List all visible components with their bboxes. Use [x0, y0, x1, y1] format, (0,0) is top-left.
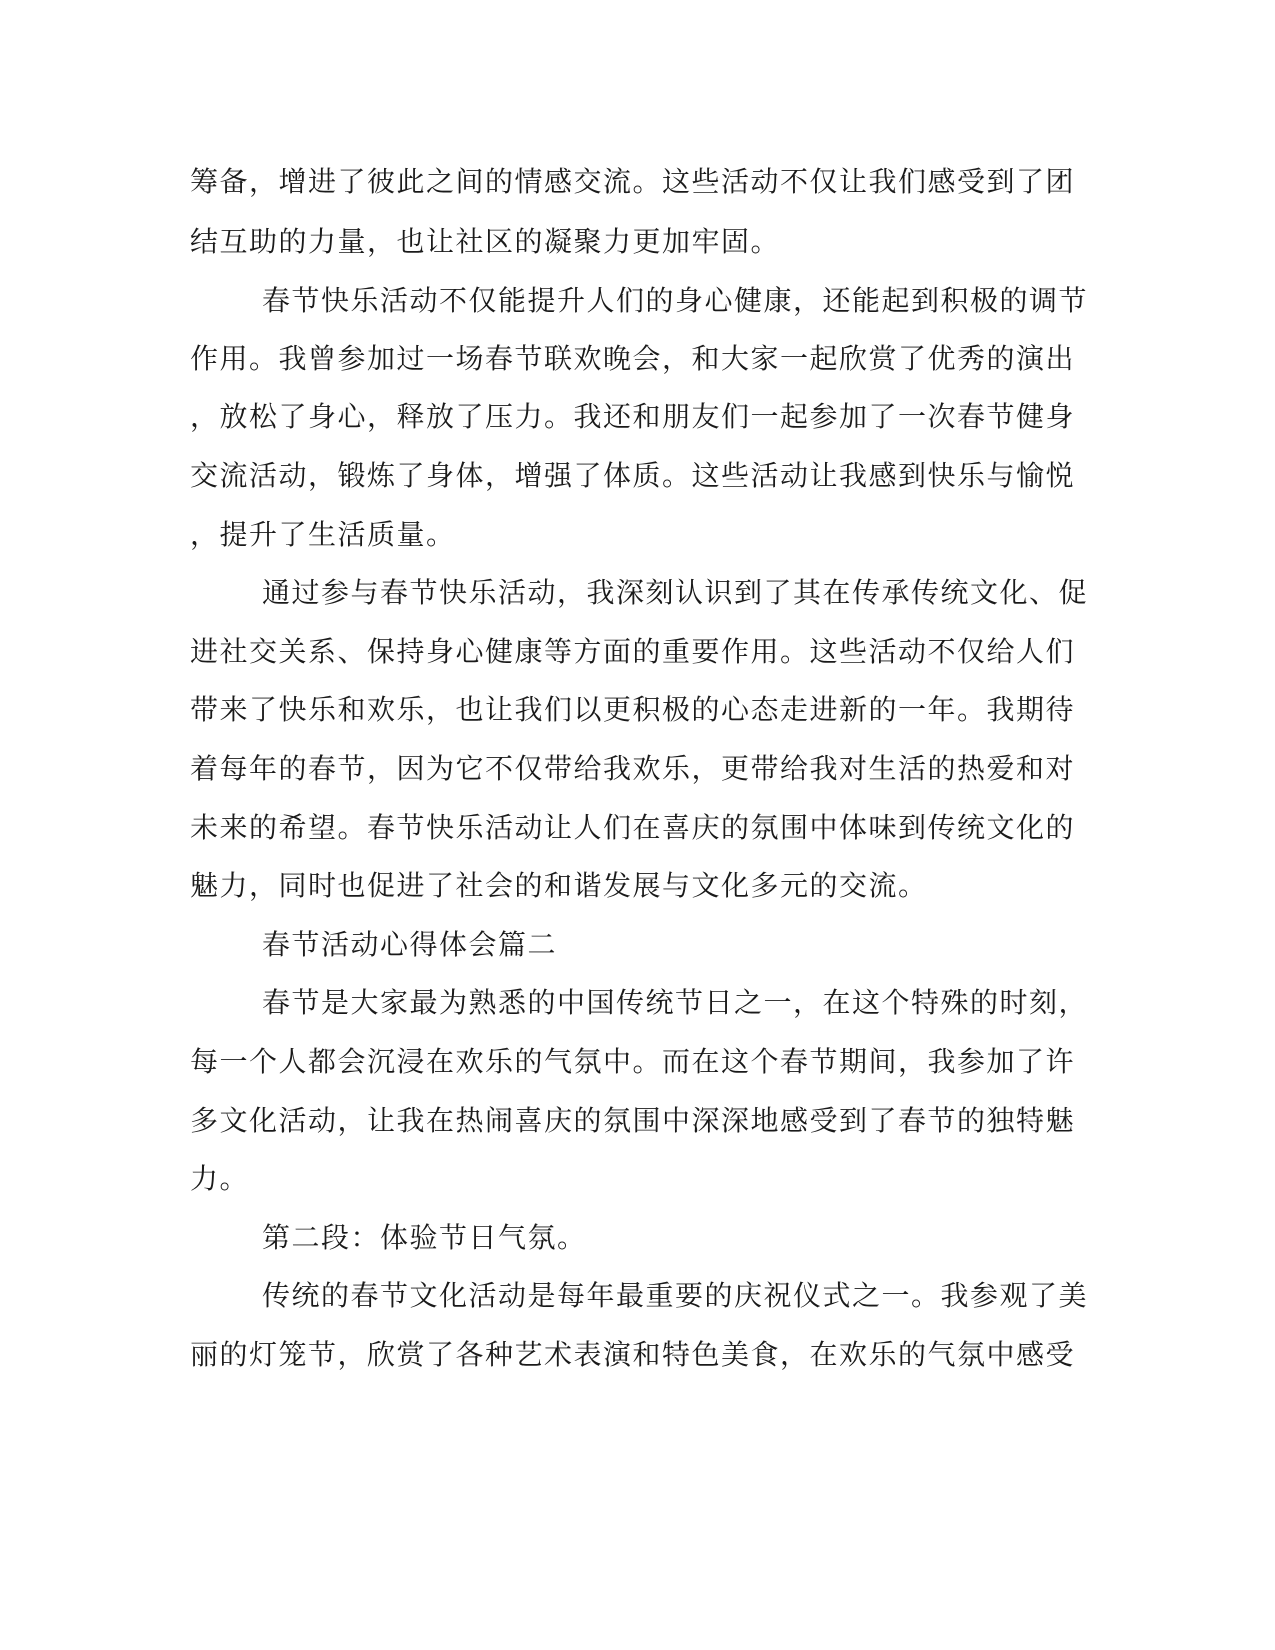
text-line: 力。	[190, 1162, 250, 1195]
paragraph-start-line: 传统的春节文化活动是每年最重要的庆祝仪式之一。我参观了美	[262, 1279, 1089, 1312]
text-line: ，提升了生活质量。	[190, 518, 456, 551]
text-line: 筹备，增进了彼此之间的情感交流。这些活动不仅让我们感受到了团	[190, 165, 1076, 198]
text-line: 未来的希望。春节快乐活动让人们在喜庆的氛围中体味到传统文化的	[190, 811, 1076, 844]
text-line: 丽的灯笼节，欣赏了各种艺术表演和特色美食，在欢乐的气氛中感受	[190, 1338, 1076, 1371]
text-line: 带来了快乐和欢乐，也让我们以更积极的心态走进新的一年。我期待	[190, 693, 1076, 726]
section-heading: 春节活动心得体会篇二	[262, 928, 558, 961]
paragraph-start-line: 通过参与春节快乐活动，我深刻认识到了其在传承传统文化、促	[262, 576, 1089, 609]
text-line: 多文化活动，让我在热闹喜庆的氛围中深深地感受到了春节的独特魅	[190, 1104, 1076, 1137]
text-line: 结互助的力量，也让社区的凝聚力更加牢固。	[190, 225, 781, 258]
text-line: 魅力，同时也促进了社会的和谐发展与文化多元的交流。	[190, 869, 928, 902]
paragraph-start-line: 春节快乐活动不仅能提升人们的身心健康，还能起到积极的调节	[262, 284, 1089, 317]
subsection-heading: 第二段：体验节日气氛。	[262, 1221, 587, 1254]
text-line: 每一个人都会沉浸在欢乐的气氛中。而在这个春节期间，我参加了许	[190, 1045, 1076, 1078]
text-line: 进社交关系、保持身心健康等方面的重要作用。这些活动不仅给人们	[190, 635, 1076, 668]
text-line: 着每年的春节，因为它不仅带给我欢乐，更带给我对生活的热爱和对	[190, 752, 1076, 785]
text-line: ，放松了身心，释放了压力。我还和朋友们一起参加了一次春节健身	[190, 400, 1076, 433]
text-line: 交流活动，锻炼了身体，增强了体质。这些活动让我感到快乐与愉悦	[190, 459, 1076, 492]
text-line: 作用。我曾参加过一场春节联欢晚会，和大家一起欣赏了优秀的演出	[190, 342, 1076, 375]
paragraph-start-line: 春节是大家最为熟悉的中国传统节日之一，在这个特殊的时刻，	[262, 986, 1089, 1019]
